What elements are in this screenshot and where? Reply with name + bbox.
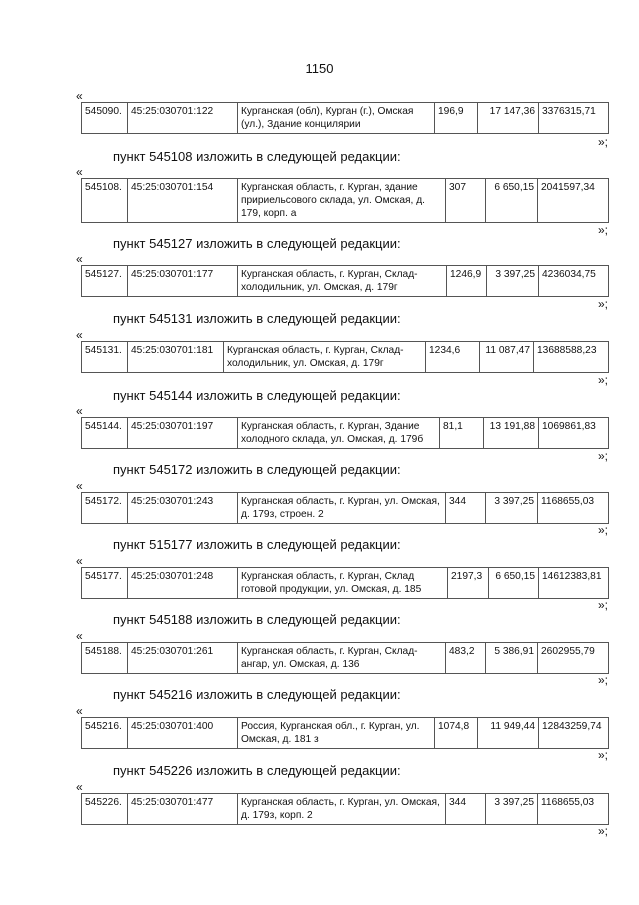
price-cell: 13 191,88 xyxy=(484,418,539,449)
open-quote: « xyxy=(76,328,83,342)
amendment-instruction: пункт 515177 изложить в следующей редакции: xyxy=(113,537,401,552)
area-cell: 2197,3 xyxy=(448,568,489,599)
address-cell: Курганская область, г. Курган, Склад-холодильник, ул. Омская, д. 179г xyxy=(224,342,426,373)
address-cell: Курганская область, г. Курган, Здание холодного склада, ул. Омская, д. 179б xyxy=(238,418,440,449)
address-cell: Россия, Курганская обл., г. Курган, ул. Омская, д. 181 з xyxy=(238,718,435,749)
table-row xyxy=(82,179,609,223)
entry-table xyxy=(81,265,609,297)
close-quote: »; xyxy=(597,523,608,537)
area-cell: 344 xyxy=(446,794,486,825)
item-number-cell: 545090. xyxy=(82,103,128,134)
value-cell: 13688588,23 xyxy=(534,342,609,373)
amendment-instruction: пункт 545216 изложить в следующей редакции: xyxy=(113,687,401,702)
address-cell: Курганская область, г. Курган, здание пририельсового склада, ул. Омская, д. 179, корп. а xyxy=(238,179,446,223)
area-cell: 1074,8 xyxy=(435,718,478,749)
table-row xyxy=(82,568,609,599)
cadastral-number-cell: 45:25:030701:177 xyxy=(128,266,238,297)
amendment-instruction: пункт 545188 изложить в следующей редакции: xyxy=(113,612,401,627)
address-cell: Курганская область, г. Курган, ул. Омская, д. 179з, строен. 2 xyxy=(238,493,446,524)
item-number-cell: 545188. xyxy=(82,643,128,674)
table-row xyxy=(82,342,609,373)
address-cell: Курганская область, г. Курган, Склад-ангар, ул. Омская, д. 136 xyxy=(238,643,446,674)
entry-table xyxy=(81,417,609,449)
open-quote: « xyxy=(76,554,83,568)
close-quote: »; xyxy=(597,598,608,612)
open-quote: « xyxy=(76,165,83,179)
entry-table xyxy=(81,567,609,599)
value-cell: 1168655,03 xyxy=(538,493,609,524)
close-quote: »; xyxy=(597,373,608,387)
area-cell: 483,2 xyxy=(446,643,486,674)
price-cell: 6 650,15 xyxy=(489,568,539,599)
area-cell: 81,1 xyxy=(440,418,484,449)
price-cell: 3 397,25 xyxy=(486,794,538,825)
price-cell: 6 650,15 xyxy=(486,179,538,223)
entry-table xyxy=(81,717,609,749)
close-quote: »; xyxy=(597,748,608,762)
value-cell: 2602955,79 xyxy=(538,643,609,674)
item-number-cell: 545131. xyxy=(82,342,128,373)
cadastral-number-cell: 45:25:030701:400 xyxy=(128,718,238,749)
entry-table xyxy=(81,642,609,674)
open-quote: « xyxy=(76,404,83,418)
item-number-cell: 545108. xyxy=(82,179,128,223)
entry-table xyxy=(81,102,609,134)
value-cell: 12843259,74 xyxy=(539,718,609,749)
address-cell: Курганская (обл), Курган (г.), Омская (ул.), Здание концилярии xyxy=(238,103,435,134)
close-quote: »; xyxy=(597,297,608,311)
area-cell: 344 xyxy=(446,493,486,524)
area-cell: 196,9 xyxy=(435,103,478,134)
item-number-cell: 545226. xyxy=(82,794,128,825)
price-cell: 17 147,36 xyxy=(478,103,539,134)
cadastral-number-cell: 45:25:030701:154 xyxy=(128,179,238,223)
address-cell: Курганская область, г. Курган, Склад готовой продукции, ул. Омская, д. 185 xyxy=(238,568,448,599)
entry-table xyxy=(81,341,609,373)
table-row xyxy=(82,418,609,449)
close-quote: »; xyxy=(597,449,608,463)
item-number-cell: 545177. xyxy=(82,568,128,599)
area-cell: 1246,9 xyxy=(447,266,487,297)
table-row xyxy=(82,103,609,134)
open-quote: « xyxy=(76,780,83,794)
page-number: 1150 xyxy=(305,61,334,76)
amendment-instruction: пункт 545144 изложить в следующей редакции: xyxy=(113,388,401,403)
open-quote: « xyxy=(76,252,83,266)
open-quote: « xyxy=(76,629,83,643)
price-cell: 11 949,44 xyxy=(478,718,539,749)
cadastral-number-cell: 45:25:030701:181 xyxy=(128,342,224,373)
entry-table xyxy=(81,178,609,223)
entry-table xyxy=(81,492,609,524)
value-cell: 1069861,83 xyxy=(539,418,609,449)
price-cell: 11 087,47 xyxy=(480,342,534,373)
value-cell: 1168655,03 xyxy=(538,794,609,825)
item-number-cell: 545216. xyxy=(82,718,128,749)
value-cell: 2041597,34 xyxy=(538,179,609,223)
close-quote: »; xyxy=(597,135,608,149)
value-cell: 4236034,75 xyxy=(539,266,609,297)
amendment-instruction: пункт 545131 изложить в следующей редакции: xyxy=(113,311,401,326)
amendment-instruction: пункт 545108 изложить в следующей редакции: xyxy=(113,149,401,164)
open-quote: « xyxy=(76,89,83,103)
price-cell: 3 397,25 xyxy=(486,493,538,524)
close-quote: »; xyxy=(597,824,608,838)
cadastral-number-cell: 45:25:030701:477 xyxy=(128,794,238,825)
table-row xyxy=(82,643,609,674)
area-cell: 1234,6 xyxy=(426,342,480,373)
value-cell: 3376315,71 xyxy=(539,103,609,134)
table-row xyxy=(82,718,609,749)
cadastral-number-cell: 45:25:030701:122 xyxy=(128,103,238,134)
item-number-cell: 545172. xyxy=(82,493,128,524)
cadastral-number-cell: 45:25:030701:197 xyxy=(128,418,238,449)
cadastral-number-cell: 45:25:030701:248 xyxy=(128,568,238,599)
close-quote: »; xyxy=(597,673,608,687)
amendment-instruction: пункт 545172 изложить в следующей редакции: xyxy=(113,462,401,477)
price-cell: 5 386,91 xyxy=(486,643,538,674)
item-number-cell: 545144. xyxy=(82,418,128,449)
amendment-instruction: пункт 545127 изложить в следующей редакции: xyxy=(113,236,401,251)
value-cell: 14612383,81 xyxy=(539,568,609,599)
table-row xyxy=(82,266,609,297)
open-quote: « xyxy=(76,704,83,718)
open-quote: « xyxy=(76,479,83,493)
close-quote: »; xyxy=(597,223,608,237)
area-cell: 307 xyxy=(446,179,486,223)
cadastral-number-cell: 45:25:030701:243 xyxy=(128,493,238,524)
cadastral-number-cell: 45:25:030701:261 xyxy=(128,643,238,674)
address-cell: Курганская область, г. Курган, ул. Омская, д. 179з, корп. 2 xyxy=(238,794,446,825)
table-row xyxy=(82,493,609,524)
price-cell: 3 397,25 xyxy=(487,266,539,297)
amendment-instruction: пункт 545226 изложить в следующей редакции: xyxy=(113,763,401,778)
item-number-cell: 545127. xyxy=(82,266,128,297)
address-cell: Курганская область, г. Курган, Склад-холодильник, ул. Омская, д. 179г xyxy=(238,266,447,297)
entry-table xyxy=(81,793,609,825)
table-row xyxy=(82,794,609,825)
